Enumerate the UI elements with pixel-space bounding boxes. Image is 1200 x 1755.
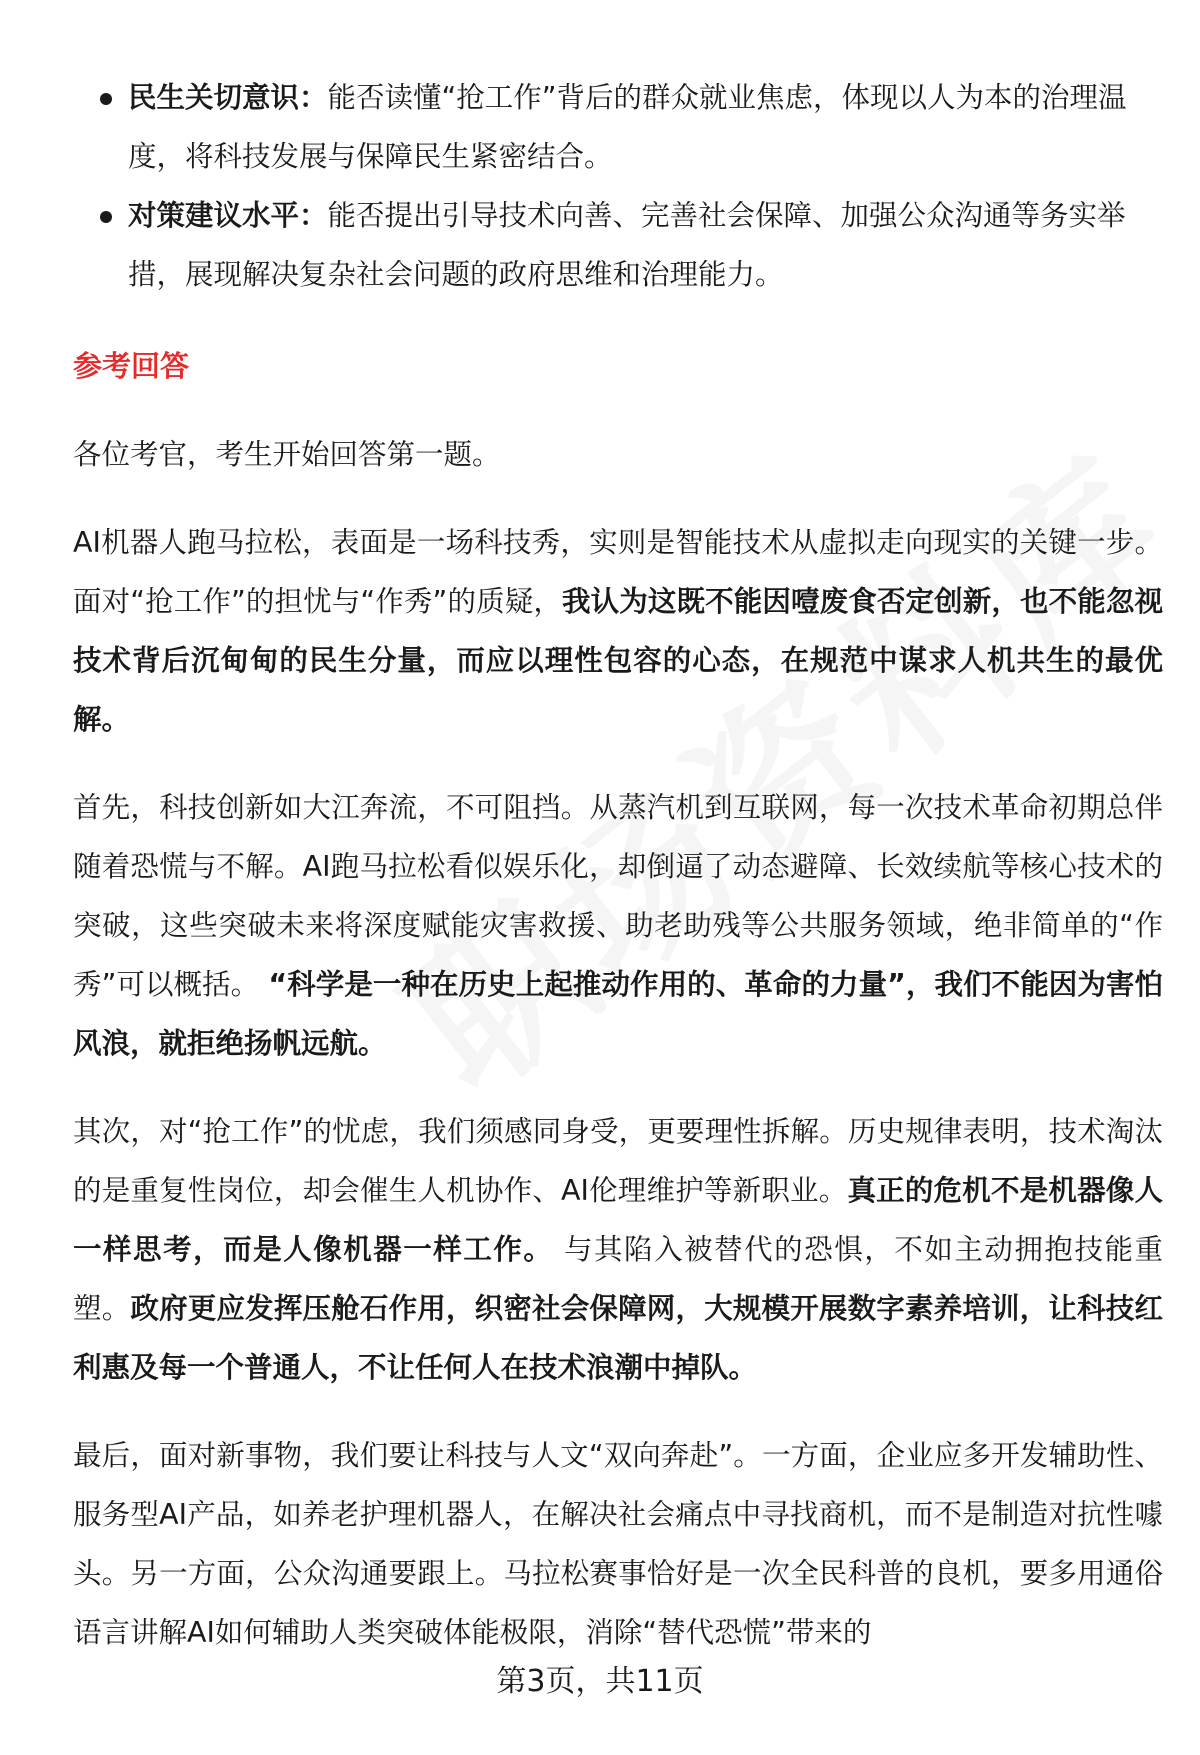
document-body xyxy=(73,68,1163,1662)
bold-text-segment: 我认为这既不能因噎废食否定创新，也不能忽视技术背后沉甸甸的民生分量，而应以理性包容的心态，在规范中谋求人机共生的最优解。 xyxy=(73,585,1163,736)
text-segment: 其次，对“抢工作”的忧虑，我们须感同身受，更要理性拆解。历史规律表明，技术淘汰的是重复性岗位，却会催生人机协作、AI伦理维护等新职业。 xyxy=(73,1115,1163,1207)
bullet-dot-icon xyxy=(100,93,112,105)
bold-text-segment: “科学是一种在历史上起推动作用的、革命的力量”，我们不能因为害怕风浪，就拒绝扬帆远航。 xyxy=(73,968,1164,1060)
paragraph xyxy=(73,1102,1163,1397)
paragraph xyxy=(73,425,1163,484)
text-segment: AI机器人跑马拉松，表面是一场科技秀，实则是智能技术从虚拟走向现实的关键一步。面对“抢工作”的担忧与“作秀”的质疑， xyxy=(73,526,1163,618)
criteria-text: 能否提出引导技术向善、完善社会保障、加强公众沟通等务实举措，展现解决复杂社会问题的政府思维和治理能力。 xyxy=(128,199,1126,291)
paragraph xyxy=(73,778,1163,1073)
section-heading: 参考回答 xyxy=(73,349,190,383)
text-segment: 各位考官，考生开始回答第一题。 xyxy=(73,438,501,471)
text-segment: 首先，科技创新如大江奔流，不可阻挡。从蒸汽机到互联网，每一次技术革命初期总伴随着恐慌与不解。AI跑马拉松看似娱乐化，却倒逼了动态避障、长效续航等核心技术的突破，这些突破未来将深度赋能灾害救援、助老助残等公共服务领域，绝非简单的“作秀”可以概括。 xyxy=(73,791,1163,1001)
criteria-text: 能否读懂“抢工作”背后的群众就业焦虑，体现以人为本的治理温度，将科技发展与保障民生紧密结合。 xyxy=(128,81,1127,173)
criteria-item xyxy=(73,186,1163,304)
paragraph xyxy=(73,1426,1163,1662)
bullet-dot-icon xyxy=(100,211,112,223)
text-segment: 与其陷入被替代的恐惧，不如主动拥抱技能重塑。 xyxy=(73,1233,1163,1325)
text-segment: 最后，面对新事物，我们要让科技与人文“双向奔赴”。一方面，企业应多开发辅助性、服务型AI产品，如养老护理机器人，在解决社会痛点中寻找商机，而不是制造对抗性噱头。另一方面，公众沟通要跟上。马拉松赛事恰好是一次全民科普的良机，要多用通俗语言讲解AI如何辅助人类突破体能极限，消除“替代恐慌”带来的 xyxy=(73,1439,1163,1649)
criteria-label: 对策建议水平： xyxy=(128,199,328,232)
paragraph xyxy=(73,513,1163,749)
criteria-label: 民生关切意识： xyxy=(128,81,328,114)
criteria-item xyxy=(73,68,1163,186)
criteria-list xyxy=(73,68,1163,304)
bold-text-segment: 政府更应发挥压舱石作用，织密社会保障网，大规模开展数字素养培训，让科技红利惠及每一个普通人，不让任何人在技术浪潮中掉队。 xyxy=(73,1292,1163,1384)
page-number: 第3页，共11页 xyxy=(496,1664,704,1699)
bold-text-segment: 真正的危机不是机器像人一样思考，而是人像机器一样工作。 xyxy=(73,1174,1163,1266)
